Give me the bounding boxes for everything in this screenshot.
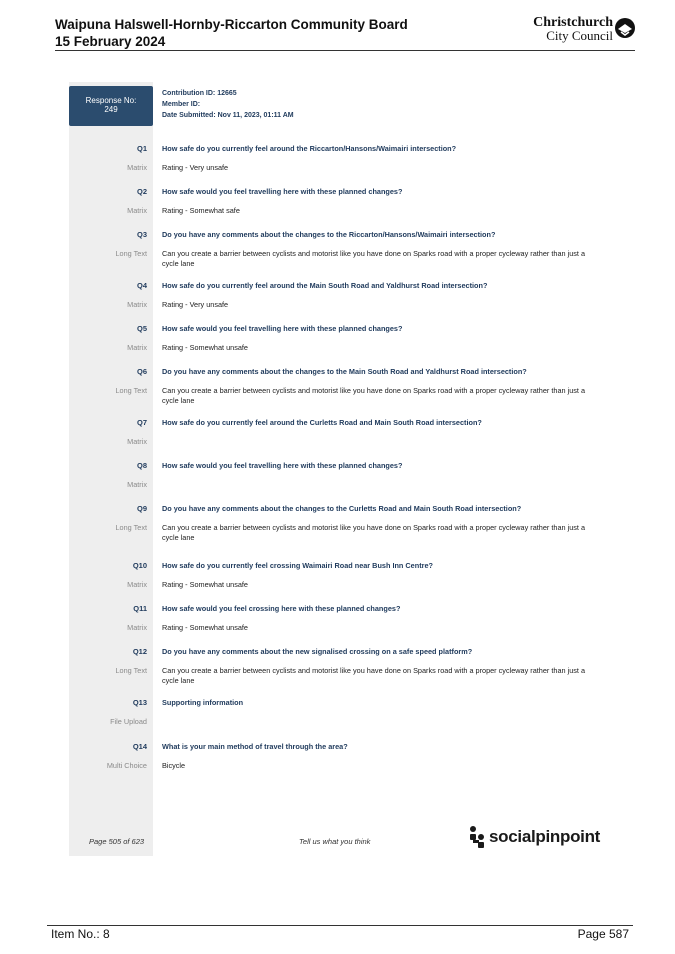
question-number: Q1: [136, 144, 147, 153]
question-text: How safe would you feel crossing here with these planned changes?: [162, 604, 401, 613]
answer-type: Matrix: [127, 163, 147, 172]
meeting-date: 15 February 2024: [55, 34, 166, 49]
question-number: Q9: [136, 504, 147, 513]
submission-card: [69, 82, 609, 856]
question-text: Do you have any comments about the new signalised crossing on a safe speed platform?: [162, 647, 473, 656]
answer-value: Can you create a barrier between cyclists and motorist like you have done on Sparks road with a proper cycleway rather than just a cycle lane: [162, 666, 586, 685]
question-number: Q2: [136, 187, 147, 196]
question-text: How safe would you feel travelling here with these planned changes?: [162, 324, 403, 333]
page-header: [55, 16, 635, 51]
answer-type: Long Text: [115, 386, 147, 395]
answer-type: Matrix: [127, 343, 147, 352]
question-number: Q6: [136, 367, 147, 376]
card-tagline: Tell us what you think: [299, 837, 371, 846]
question-number: Q4: [136, 281, 147, 290]
question-number: Q11: [133, 604, 147, 613]
answer-type: Matrix: [127, 300, 147, 309]
board-title: Waipuna Halswell-Hornby-Riccarton Community Board: [55, 17, 408, 32]
answer-type: File Upload: [110, 717, 147, 726]
question-number: Q3: [136, 230, 147, 239]
contribution-id: Contribution ID: 12665: [162, 90, 237, 97]
question-number: Q14: [132, 742, 147, 751]
member-id: Member ID:: [162, 101, 201, 108]
document-page-number: Page 587: [577, 927, 629, 941]
answer-value: Rating - Somewhat unsafe: [162, 580, 248, 589]
question-text: Supporting information: [162, 698, 244, 707]
answer-type: Long Text: [115, 523, 147, 532]
date-submitted: Date Submitted: Nov 11, 2023, 01:11 AM: [162, 112, 294, 119]
logo-line1: Christchurch: [533, 15, 613, 30]
question-text: Do you have any comments about the changes to the Riccarton/Hansons/Waimairi intersection?: [162, 230, 496, 239]
question-text: How safe do you currently feel crossing Waimairi Road near Bush Inn Centre?: [162, 561, 433, 570]
answer-value: Can you create a barrier between cyclists and motorist like you have done on Sparks road with a proper cycleway rather than just a cycle lane: [162, 523, 586, 542]
question-number: Q5: [136, 324, 147, 333]
response-label: Response No:: [85, 96, 137, 105]
logo-line2: City Council: [546, 28, 613, 43]
question-number: Q13: [132, 698, 147, 707]
answer-type: Matrix: [127, 206, 147, 215]
council-emblem-icon: [615, 17, 635, 39]
socialpinpoint-mark-icon: [470, 826, 484, 848]
answer-value: Rating - Somewhat safe: [162, 206, 240, 215]
answer-value: Bicycle: [162, 761, 186, 770]
submission-meta: [162, 88, 294, 121]
answer-value: Can you create a barrier between cyclists and motorist like you have done on Sparks road with a proper cycleway rather than just a cycle lane: [162, 249, 586, 268]
response-number: 249: [104, 105, 118, 114]
question-text: Do you have any comments about the changes to the Curletts Road and Main South Road intersection?: [162, 504, 522, 513]
question-text: How safe do you currently feel around the Curletts Road and Main South Road intersection?: [162, 418, 482, 427]
answer-value: Rating - Somewhat unsafe: [162, 343, 248, 352]
question-text: How safe would you feel travelling here with these planned changes?: [162, 461, 403, 470]
question-number: Q10: [132, 561, 147, 570]
response-badge: [69, 86, 153, 126]
answer-type: Long Text: [115, 666, 147, 675]
page-footer: [47, 925, 633, 941]
question-text: How safe would you feel travelling here with these planned changes?: [162, 187, 403, 196]
card-page-number: Page 505 of 623: [89, 837, 145, 846]
question-number: Q7: [136, 418, 147, 427]
answer-type: Matrix: [127, 437, 147, 446]
answer-type: Matrix: [127, 480, 147, 489]
answer-value: Rating - Somewhat unsafe: [162, 623, 248, 632]
answer-value: Can you create a barrier between cyclists and motorist like you have done on Sparks road with a proper cycleway rather than just a cycle lane: [162, 386, 586, 405]
answer-type: Matrix: [127, 623, 147, 632]
question-number: Q8: [136, 461, 147, 470]
question-text: How safe do you currently feel around the Riccarton/Hansons/Waimairi intersection?: [162, 144, 457, 153]
question-text: How safe do you currently feel around the Main South Road and Yaldhurst Road intersection?: [162, 281, 488, 290]
question-number: Q12: [132, 647, 147, 656]
question-text: What is your main method of travel through the area?: [162, 742, 348, 751]
answer-value: Rating - Very unsafe: [162, 300, 229, 309]
answer-type: Matrix: [127, 580, 147, 589]
question-text: Do you have any comments about the changes to the Main South Road and Yaldhurst Road intersection?: [162, 367, 527, 376]
answer-type: Multi Choice: [106, 761, 147, 770]
item-number: Item No.: 8: [51, 927, 110, 941]
answer-value: Rating - Very unsafe: [162, 163, 229, 172]
council-logo: [533, 16, 613, 42]
answer-type: Long Text: [115, 249, 147, 258]
socialpinpoint-wordmark: socialpinpoint: [489, 827, 601, 846]
